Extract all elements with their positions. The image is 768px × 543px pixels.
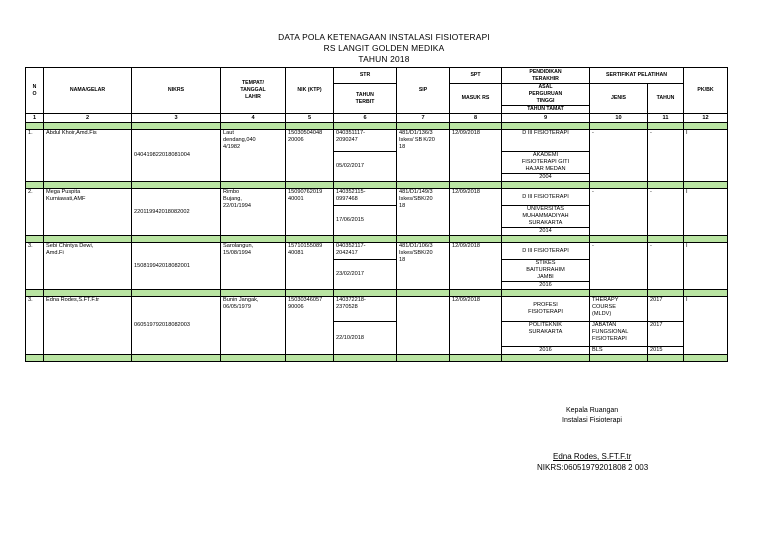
col-header-pendidikan: PENDIDIKAN TERAKHIR — [502, 68, 590, 84]
doc-title-line1: DATA POLA KETENAGAAN INSTALASI FISIOTERAPI — [278, 32, 490, 42]
row-ttl: Laut dendang,040 4/1982 — [221, 130, 286, 182]
row-tahun: 2017 — [648, 297, 684, 322]
row-spt: 12/09/2018 — [450, 297, 502, 355]
row-tahun: - — [648, 189, 684, 236]
row-jenis: THERAPY COURSE (MLDV) — [590, 297, 648, 322]
row-ttl: Bunin Jangak, 06/05/1979 — [221, 297, 286, 355]
row-tamat: 2016 — [502, 282, 590, 290]
row-pkbk: I — [684, 130, 728, 182]
table-row — [26, 130, 728, 152]
col-header-sertifikat: SERTIFIKAT PELATIHAN — [590, 68, 684, 84]
col-header-asal: ASAL PERGURUAN TINGGI — [502, 84, 590, 106]
row-nikrs: 220119942018082002 — [132, 189, 221, 236]
separator-row — [26, 182, 728, 189]
separator-row — [26, 290, 728, 297]
col-header-no: N O — [26, 68, 44, 114]
row-no: 3. — [26, 243, 44, 290]
row-tamat: 2016 — [502, 347, 590, 355]
row-jenis: BLS — [590, 347, 648, 355]
col-header-nikrs: NIKRS — [132, 68, 221, 114]
col-number: 2 — [44, 114, 132, 123]
row-nik: 15030504048 20006 — [286, 130, 334, 182]
table-row — [26, 297, 728, 322]
row-terbit: 22/10/2018 — [334, 322, 397, 355]
row-sip: 481/D1/136/3 Iskes/ SB K/20 18 — [397, 130, 450, 182]
col-header-masuk-rs: MASUK RS — [450, 84, 502, 114]
row-str: 040351117- 2090247 — [334, 130, 397, 152]
separator-row — [26, 355, 728, 362]
row-sip — [397, 297, 450, 355]
row-ttl: Rimbo Bujang, 22/01/1994 — [221, 189, 286, 236]
row-spt: 12/09/2018 — [450, 243, 502, 290]
row-str: 140352115- 0997468 — [334, 189, 397, 206]
row-nikrs: 040419822018081004 — [132, 130, 221, 182]
row-pkbk: I — [684, 243, 728, 290]
row-asal: UNIVERSITAS MUHAMMADIYAH SURAKARTA — [502, 206, 590, 228]
row-pendidikan: PROFESI FISIOTERAPI — [502, 297, 590, 322]
row-asal: POLITEKNIK SURAKARTA — [502, 322, 590, 347]
row-no: 3. — [26, 297, 44, 355]
col-number: 6 — [334, 114, 397, 123]
col-header-nama: NAMA/GELAR — [44, 68, 132, 114]
row-nik: 15710155089 40081 — [286, 243, 334, 290]
col-header-sip: SIP — [397, 68, 450, 114]
col-number: 9 — [502, 114, 590, 123]
row-tahun: 2015 — [648, 347, 684, 355]
signature-nikrs: NIKRS:06051979201808 2 003 — [537, 463, 649, 472]
signature-name: Edna Rodes, S.FT.F.tr — [553, 452, 632, 461]
col-header-tahun: TAHUN — [648, 84, 684, 114]
col-number: 5 — [286, 114, 334, 123]
row-jenis: - — [590, 130, 648, 182]
row-no: 1. — [26, 130, 44, 182]
separator-row — [26, 236, 728, 243]
signature-role-1: Kepala Ruangan — [566, 407, 619, 414]
row-nik: 15090762019 40001 — [286, 189, 334, 236]
row-tamat: 2004 — [502, 174, 590, 182]
row-nikrs: 150819942018082001 — [132, 243, 221, 290]
row-ttl: Sarolangun, 15/08/1994 — [221, 243, 286, 290]
col-header-tahun-tamat: TAHUN TAMAT — [502, 106, 590, 114]
col-header-tahun-terbit: TAHUN TERBIT — [334, 84, 397, 114]
col-number: 12 — [684, 114, 728, 123]
doc-title-line3: TAHUN 2018 — [358, 54, 410, 64]
col-number: 7 — [397, 114, 450, 123]
row-nama: Edna Rodes,S.FT.F.tr — [44, 297, 132, 355]
row-no: 2. — [26, 189, 44, 236]
signature-role-2: Instalasi Fisioterapi — [562, 417, 622, 424]
row-jenis: - — [590, 189, 648, 236]
col-number: 1 — [26, 114, 44, 123]
col-number: 10 — [590, 114, 648, 123]
row-nama: Sebi Chintya Dewi, Amd.Fi — [44, 243, 132, 290]
row-terbit: 23/02/2017 — [334, 260, 397, 290]
row-pkbk: I — [684, 297, 728, 355]
table-row — [26, 243, 728, 260]
row-nama: Mega Puspita Kurniawati,AMF — [44, 189, 132, 236]
col-number: 4 — [221, 114, 286, 123]
row-terbit: 17/06/2015 — [334, 206, 397, 236]
row-str: 040352117- 2042417 — [334, 243, 397, 260]
row-tamat: 2014 — [502, 228, 590, 236]
row-pkbk: I — [684, 189, 728, 236]
row-asal: STIKES BAITURRAHIM JAMBI — [502, 260, 590, 282]
table-row — [26, 189, 728, 206]
col-header-jenis: JENIS — [590, 84, 648, 114]
col-header-nik: NIK (KTP) — [286, 68, 334, 114]
row-tahun: - — [648, 130, 684, 182]
row-terbit: 05/02/2017 — [334, 152, 397, 182]
row-sip: 481/D1/149/3 Iskes/SBK/20 18 — [397, 189, 450, 236]
row-pendidikan: D III FISIOTERAPI — [502, 130, 590, 152]
row-str: 140372218- 2370528 — [334, 297, 397, 322]
row-spt: 12/09/2018 — [450, 130, 502, 182]
row-nama: Abdul Khoir,Amd.Fis — [44, 130, 132, 182]
row-sip: 481/D1/106/3 Iskes/SBK/20 18 — [397, 243, 450, 290]
col-header-pkbk: PK/BK — [684, 68, 728, 114]
separator-row — [26, 123, 728, 130]
row-asal: AKADEMI FISIOTERAPI GITI HAJAR MEDAN — [502, 152, 590, 174]
row-nikrs: 060519792018082003 — [132, 297, 221, 355]
col-number: 11 — [648, 114, 684, 123]
row-tahun: 2017 — [648, 322, 684, 347]
col-header-spt: SPT — [450, 68, 502, 84]
row-spt: 12/09/2018 — [450, 189, 502, 236]
row-tahun: - — [648, 243, 684, 290]
row-pendidikan: D III FISIOTERAPI — [502, 243, 590, 260]
col-number: 8 — [450, 114, 502, 123]
col-number: 3 — [132, 114, 221, 123]
column-number-row — [26, 114, 728, 123]
staffing-table — [25, 67, 728, 362]
row-jenis: - — [590, 243, 648, 290]
col-header-ttl: TEMPAT/ TANGGAL LAHIR — [221, 68, 286, 114]
row-jenis: JABATAN FUNGSIONAL FISIOTERAPI — [590, 322, 648, 347]
row-pendidikan: D III FISIOTERAPI — [502, 189, 590, 206]
doc-title-line2: RS LANGIT GOLDEN MEDIKA — [323, 43, 445, 53]
col-header-str: STR — [334, 68, 397, 84]
row-nik: 15030346057 90006 — [286, 297, 334, 355]
